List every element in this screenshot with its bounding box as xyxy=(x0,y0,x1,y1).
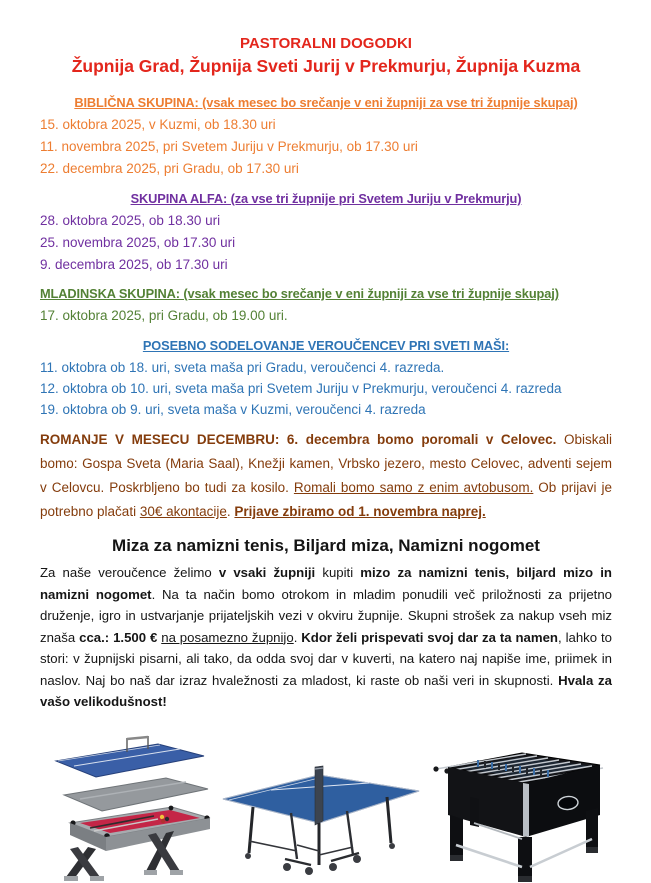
text-segment: kupiti xyxy=(315,565,361,580)
table-tennis-table-image xyxy=(219,733,423,883)
schedule-line: 17. oktobra 2025, pri Gradu, ob 19.00 uri. xyxy=(40,308,288,323)
posebno-heading: POSEBNO SODELOVANJE VEROUČENCEV PRI SVETI MAŠI: xyxy=(142,338,510,353)
alfa-heading: SKUPINA ALFA: (za vse tri župnije pri Svetem Juriju v Prekmurju) xyxy=(130,191,522,206)
section-posebno-sodelovanje xyxy=(40,335,612,420)
text-segment: Kdor želi prispevati svoj dar za ta namen xyxy=(301,629,558,645)
section-biblicna-skupina xyxy=(40,92,612,180)
romanje-paragraph xyxy=(40,428,612,524)
text-segment: Prijave zbiramo od 1. novembra naprej. xyxy=(234,504,486,519)
text-segment: . xyxy=(226,504,235,519)
text-segment: cca.: 1.500 € xyxy=(79,629,158,645)
billiard-combo-table-illustration xyxy=(50,725,212,883)
text-segment: Za naše veroučence želimo xyxy=(40,565,219,580)
page-subtitle: Župnija Grad, Župnija Sveti Jurij v Prekmurju, Župnija Kuzma xyxy=(71,56,581,76)
product-images-row xyxy=(40,725,612,883)
schedule-line: 12. oktobra ob 10. uri, sveta maša pri Svetem Juriju v Prekmurju, veroučenci 4. razreda xyxy=(40,381,562,396)
text-segment: . Na ta način bomo otrokom in mladim ponudili več priložnosti za prijetno druženje, igro in ustvarjanje prijateljskih vezi v okviru župnije. Skupni strošek za nakup vseh miz znaša xyxy=(40,586,612,645)
text-segment: mizo za namizni tenis, biljard mizo in namizni nogomet xyxy=(40,565,612,602)
schedule-line: 28. oktobra 2025, ob 18.30 uri xyxy=(40,213,221,228)
text-segment: v vsaki župniji xyxy=(218,565,316,580)
text-segment: Obiskali bomo: Gospa Sveta (Maria Saal), Knežji kamen, Vrbsko jezero, mesto Celovec, adventi sejem v Celovcu. Poskrbljeno bo tudi za kosilo. xyxy=(40,432,612,495)
page-title: PASTORALNI DOGODKI xyxy=(240,35,412,52)
text-segment: , lahko to stori: v župnijski pisarni, ali tako, da odda svoj dar v kuverti, na katero naj napiše ime, priimek in naslov. Naj bo naš dar izraz hvaležnosti za mladost, ki raste ob naši veri in skupnosti. xyxy=(40,629,612,688)
text-segment: Hvala za vašo velikodušnost! xyxy=(40,672,612,709)
section-mladinska-skupina xyxy=(40,283,612,327)
schedule-line: 19. oktobra ob 9. uri, sveta maša v Kuzmi, veroučenci 4. razreda xyxy=(40,402,426,417)
schedule-line: 9. decembra 2025, ob 17.30 uri xyxy=(40,257,228,272)
biblicna-heading: BIBLIČNA SKUPINA: (vsak mesec bo srečanje v eni župniji za vse tri župnije skupaj) xyxy=(74,95,578,110)
text-segment: 30€ akontacije xyxy=(139,504,227,519)
schedule-line: 15. oktobra 2025, v Kuzmi, ob 18.30 uri xyxy=(40,117,276,132)
text-segment: Ob prijavi je potrebno plačati xyxy=(40,480,613,519)
billiard-combo-table-image xyxy=(50,725,212,883)
schedule-line: 11. novembra 2025, pri Svetem Juriju v Prekmurju, ob 17.30 uri xyxy=(40,139,418,154)
tables-heading: Miza za namizni tenis, Biljard miza, Namizni nogomet xyxy=(112,536,540,555)
text-segment: Romali bomo samo z enim avtobusom. xyxy=(293,480,534,495)
text-segment: . xyxy=(293,629,302,645)
schedule-line: 11. oktobra ob 18. uri, sveta maša pri Gradu, veroučenci 4. razreda. xyxy=(40,360,445,375)
schedule-line: 25. novembra 2025, ob 17.30 uri xyxy=(40,235,236,250)
text-segment: na posamezno župnijo xyxy=(161,629,294,645)
tables-paragraph xyxy=(40,562,612,713)
section-skupina-alfa xyxy=(40,188,612,276)
mladinska-heading: MLADINSKA SKUPINA: (vsak mesec bo srečanje v eni župniji za vse tri župnije skupaj) xyxy=(40,286,559,301)
foosball-illustration xyxy=(430,727,606,883)
text-segment: ROMANJE V MESECU DECEMBRU: 6. decembra bomo poromali v Celovec. xyxy=(40,432,557,447)
schedule-line: 22. decembra 2025, pri Gradu, ob 17.30 uri xyxy=(40,161,299,176)
table-tennis-illustration xyxy=(219,733,423,883)
foosball-table-image xyxy=(430,727,606,883)
